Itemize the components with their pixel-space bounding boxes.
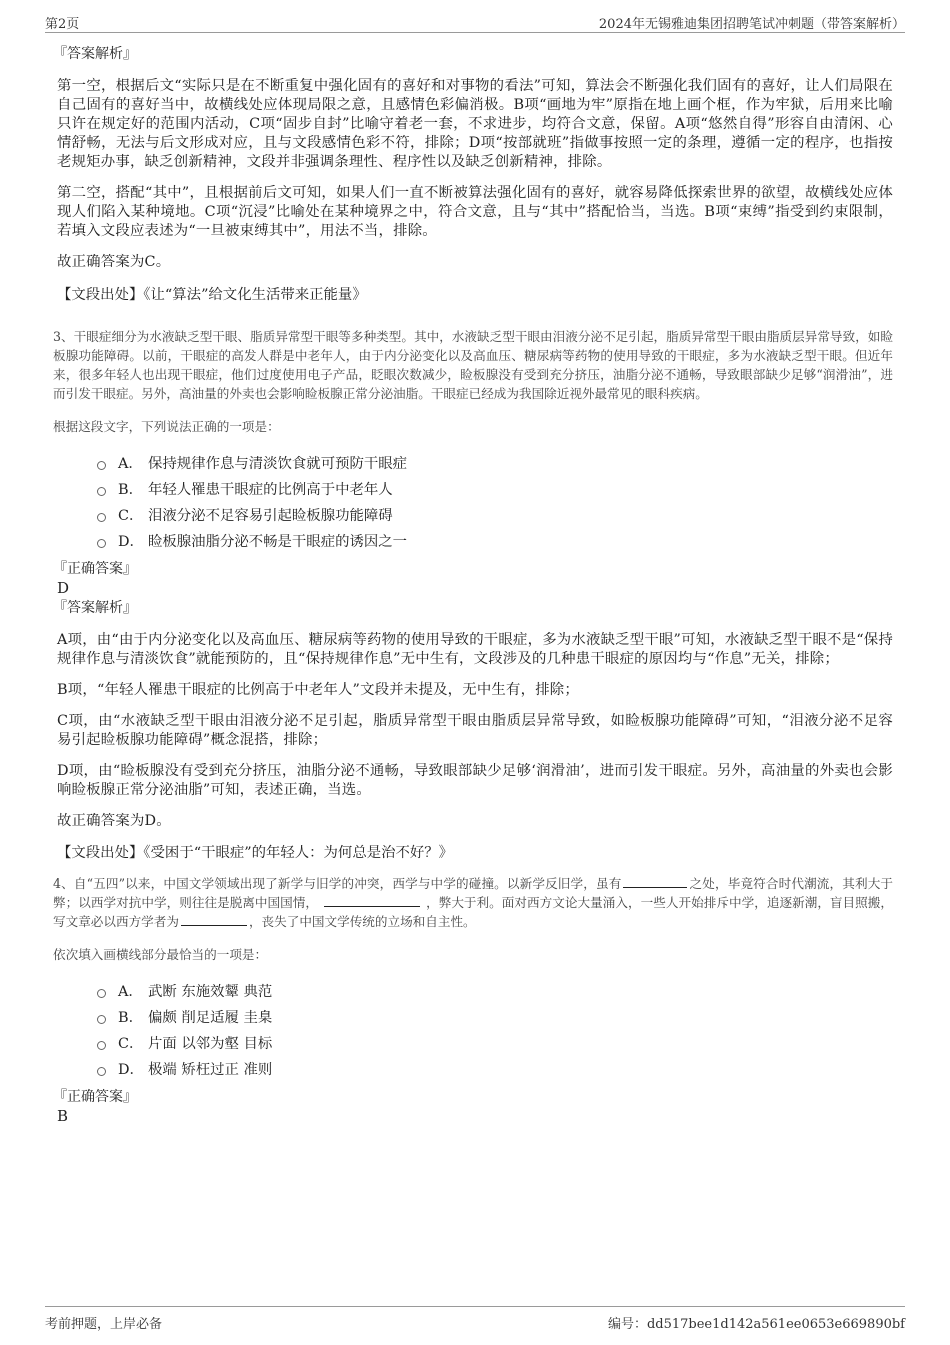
q4-stem: 4、自“五四”以来，中国文学领域出现了新学与旧学的冲突，西学与中学的碰撞。以新学反旧学，虽有 之处，毕竟符合时代潮流，其利大于弊；以西学对抗中学，则往往是脱离中国国情， ，弊大于利。面对西方文论大量涌入，一些人开始排斥中学，追逐新潮，盲目照搬，写文章必以西方学者为 ，丧失了中国文学传统的立场和自主性。 (53, 876, 894, 929)
q2-conclusion: 故正确答案为C。 (57, 254, 171, 270)
q3-option-c[interactable]: C． 泪液分泌不足容易引起睑板腺功能障碍 (97, 501, 893, 527)
q3-option-d[interactable]: D． 睑板腺油脂分泌不畅是干眼症的诱因之一 (97, 527, 893, 553)
radio-icon[interactable] (97, 487, 106, 496)
blank-1[interactable] (623, 874, 687, 888)
q3-prompt: 根据这段文字，下列说法正确的一项是： (53, 419, 280, 434)
q3-answer: D (57, 579, 70, 597)
q3-source: 【文段出处】《受困于“干眼症”的年轻人：为何总是治不好？》 (57, 845, 454, 861)
page-number: 第2页 (45, 17, 80, 32)
page-footer (45, 1306, 905, 1331)
q3-options (57, 449, 893, 553)
q3-option-b[interactable]: B． 年轻人罹患干眼症的比例高于中老年人 (97, 475, 893, 501)
q2-analysis-p2: 第二空，搭配“其中”，且根据前后文可知，如果人们一直不断被算法强化固有的喜好，就容易降低探索世界的欲望，故横线处应体现人们陷入某种境地。C项“沉浸”比喻处在某种境界之中，符合文意，且与“其中”搭配恰当，当选。B项“束缚”指受到约束限制，若填入文段应表述为“一旦被束缚其中”，用法不当，排除。 (57, 185, 893, 239)
q4-prompt: 依次填入画横线部分最恰当的一项是： (53, 947, 268, 962)
q3-analysis-a: A项，由“由于内分泌变化以及高血压、糖尿病等药物的使用导致的干眼症，多为水液缺乏型干眼”可知，水液缺乏型干眼不是“保持规律作息与清淡饮食”就能预防的，且“保持规律作息”无中生有，文段涉及的几种患干眼症的原因均与“作息”无关，排除； (57, 632, 893, 667)
q3-analysis-c: C项，由“水液缺乏型干眼由泪液分泌不足引起，脂质异常型干眼由脂质层异常导致，如睑板腺功能障碍”可知，“泪液分泌不足容易引起睑板腺功能障碍”概念混搭，排除； (57, 713, 893, 748)
q3-analysis-d: D项，由“睑板腺没有受到充分挤压，油脂分泌不通畅，导致眼部缺少足够‘润滑油’，进而引发干眼症。另外，高油量的外卖也会影响睑板腺正常分泌油脂”可知，表述正确，当选。 (57, 763, 893, 798)
q2-analysis-label: 『答案解析』 (53, 46, 137, 62)
footer-slogan: 考前押题，上岸必备 (45, 1317, 163, 1332)
q4-answer: B (57, 1107, 69, 1125)
q2-source: 【文段出处】《让“算法”给文化生活带来正能量》 (57, 287, 367, 303)
radio-icon[interactable] (97, 1015, 106, 1024)
q4-option-c[interactable]: C． 片面 以邻为壑 目标 (97, 1029, 893, 1055)
q4-options (57, 977, 893, 1081)
page-header (45, 10, 905, 33)
q4-answer-label: 『正确答案』 (53, 1089, 137, 1105)
document-title: 2024年无锡雅迪集团招聘笔试冲刺题（带答案解析） (598, 17, 905, 32)
radio-icon[interactable] (97, 1041, 106, 1050)
blank-2[interactable] (324, 893, 420, 907)
radio-icon[interactable] (97, 1067, 106, 1076)
q2-analysis-p1: 第一空，根据后文“实际只是在不断重复中强化固有的喜好和对事物的看法”可知，算法会不断强化我们固有的喜好，让人们局限在自己固有的喜好当中，故横线处应体现局限之意，且感情色彩偏消极。B项“画地为牢”原指在地上画个框，作为牢狱，后用来比喻只许在规定好的范围内活动，C项“固步自封”比喻守着老一套，不求进步，均符合文意，保留。A项“悠然自得”形容自由清闲、心情舒畅，无法与后文形成对应，且与文段感情色彩不符，排除；D项“按部就班”指做事按照一定的条理，遵循一定的程序，也指按老规矩办事，缺乏创新精神，文段并非强调条理性、程序性以及缺乏创新精神，排除。 (57, 78, 893, 170)
q3-conclusion: 故正确答案为D。 (57, 813, 171, 829)
q3-analysis-label: 『答案解析』 (53, 600, 137, 616)
radio-icon[interactable] (97, 539, 106, 548)
q3-stem: 3、干眼症细分为水液缺乏型干眼、脂质异常型干眼等多种类型。其中，水液缺乏型干眼由泪液分泌不足引起，脂质异常型干眼由脂质层异常导致，如睑板腺功能障碍。以前，干眼症的高发人群是中老年人，由于内分泌变化以及高血压、糖尿病等药物的使用导致的干眼症，多为水液缺乏型干眼。但近年来，很多年轻人也出现干眼症，他们过度使用电子产品，眨眼次数减少，睑板腺没有受到充分挤压，油脂分泌不通畅，导致眼部缺少足够“润滑油”，进而引发干眼症。另外，高油量的外卖也会影响睑板腺正常分泌油脂。干眼症已经成为我国除近视外最常见的眼科疾病。 (53, 329, 893, 401)
q4-option-d[interactable]: D． 极端 矫枉过正 准则 (97, 1055, 893, 1081)
q4-option-b[interactable]: B． 偏颇 削足适履 圭臬 (97, 1003, 893, 1029)
radio-icon[interactable] (97, 461, 106, 470)
radio-icon[interactable] (97, 989, 106, 998)
page-content (53, 44, 894, 1125)
q3-answer-label: 『正确答案』 (53, 561, 137, 577)
document-serial: 编号：dd517bee1d142a561ee0653e669890bf (607, 1317, 905, 1332)
radio-icon[interactable] (97, 513, 106, 522)
q3-option-a[interactable]: A． 保持规律作息与清淡饮食就可预防干眼症 (97, 449, 893, 475)
q3-analysis-b: B项，“年轻人罹患干眼症的比例高于中老年人”文段并未提及，无中生有，排除； (57, 682, 579, 698)
q4-option-a[interactable]: A． 武断 东施效颦 典范 (97, 977, 893, 1003)
blank-3[interactable] (181, 912, 247, 926)
